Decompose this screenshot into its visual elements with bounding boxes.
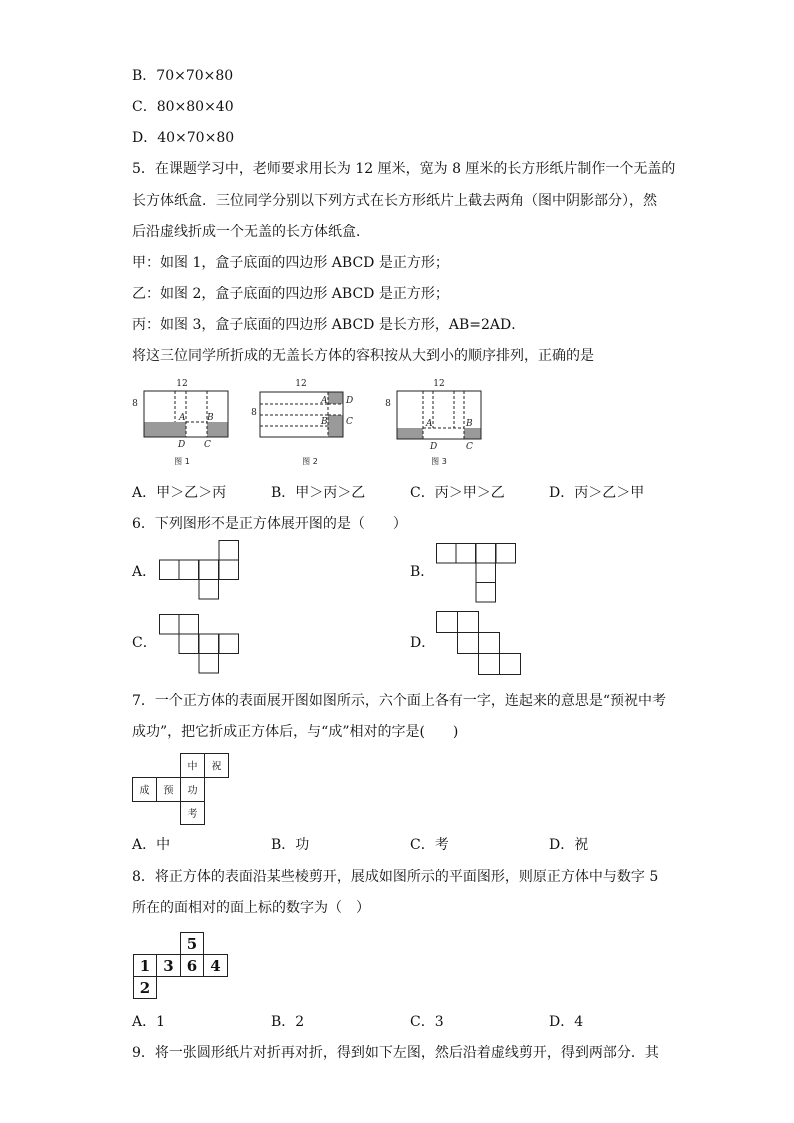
q7-char-cheng: 成 [139, 785, 150, 797]
q8-num-4: 4 [210, 957, 221, 975]
q8-num-6: 6 [186, 957, 198, 975]
q8-option-a: A．1 [132, 1014, 166, 1030]
q4-option-d: D．40×70×80 [132, 130, 235, 146]
fig1-width-label: 8 [132, 399, 138, 409]
q4-option-c: C．80×80×40 [132, 99, 234, 115]
fig3-label-d: D [430, 442, 438, 452]
fig2-label-c: C [346, 417, 353, 427]
fig1-label-a: A [179, 413, 186, 423]
q4-option-b: B．70×70×80 [132, 68, 234, 84]
q6-net-d [436, 611, 531, 676]
fig2-caption: 图 2 [302, 457, 318, 466]
fig1-shade-right [207, 422, 228, 437]
fig2-label-a: A [321, 396, 328, 406]
q7-stem-line2: 成功”，把它折成正方体后，与“成”相对的字是( ) [132, 724, 459, 740]
q7-char-gong: 功 [187, 785, 198, 797]
q5-figure-3 [382, 376, 492, 471]
fig2-label-d: D [346, 396, 354, 406]
q5-stem-line1: 5．在课题学习中，老师要求用长为 12 厘米，宽为 8 厘米的长方形纸片制作一个无盖的 [132, 161, 676, 177]
fig2-label-b: B [321, 417, 328, 427]
q5-yi: 乙：如图 2，盒子底面的四边形 ABCD 是正方形； [132, 286, 449, 302]
fig3-label-c: C [466, 442, 473, 452]
q8-num-1: 1 [139, 957, 151, 975]
q7-char-zhong: 中 [187, 761, 198, 773]
q7-option-c: C．考 [410, 837, 449, 853]
q8-num-2: 2 [139, 979, 151, 997]
q9-stem-line1: 9．将一张圆形纸片对折再对折，得到如下左图，然后沿着虚线剪开，得到两部分．其 [132, 1045, 659, 1061]
q7-char-kao: 考 [187, 809, 198, 820]
q5-figure-2 [248, 376, 368, 471]
q7-char-yu: 预 [163, 785, 174, 797]
q5-option-d: D．丙＞乙＞甲 [549, 485, 645, 501]
fig1-caption: 图 1 [174, 457, 190, 466]
q8-stem-line2: 所在的面相对的面上标的数字为（ ） [132, 900, 370, 916]
fig1-label-d: D [178, 440, 186, 450]
q6-label-a: A． [132, 564, 157, 580]
q7-char-zhu: 祝 [211, 761, 222, 773]
q7-option-d: D．祝 [549, 837, 589, 853]
q5-option-a: A．甲＞乙＞丙 [132, 485, 227, 501]
fig3-length-label: 12 [433, 379, 445, 389]
q5-question: 将这三位同学所折成的无盖长方体的容积按从大到小的顺序排列，正确的是 [132, 348, 594, 364]
q5-jia: 甲：如图 1，盒子底面的四边形 ABCD 是正方形； [132, 255, 449, 271]
q6-label-b: B． [410, 564, 435, 580]
q7-cube-net [132, 753, 232, 825]
fig2-shade-top [328, 392, 343, 404]
q8-num-3: 3 [163, 957, 174, 975]
q7-option-a: A．中 [132, 837, 171, 853]
q8-option-b: B．2 [271, 1014, 305, 1030]
fig2-width-label: 8 [251, 408, 257, 418]
fig2-shade-bottom [328, 415, 343, 437]
q6-label-c: C． [132, 635, 157, 651]
q5-stem-line2: 长方体纸盒．三位同学分别以下列方式在长方形纸片上截去两角（图中阴影部分），然 [132, 193, 657, 209]
q8-stem-line1: 8．将正方体的表面沿某些棱剪开，展成如图所示的平面图形，则原正方体中与数字 5 [132, 869, 659, 885]
q6-net-c [159, 614, 241, 674]
q5-bing: 丙：如图 3，盒子底面的四边形 ABCD 是长方形，AB=2AD． [132, 317, 526, 333]
fig1-length-label: 12 [176, 379, 188, 389]
q7-stem-line1: 7．一个正方体的表面展开图如图所示，六个面上各有一字，连起来的意思是“预祝中考 [132, 693, 667, 709]
fig3-shade-left [397, 428, 423, 439]
q8-cube-net [133, 932, 233, 1000]
q5-option-b: B．甲＞丙＞乙 [271, 485, 366, 501]
fig3-caption: 图 3 [431, 457, 447, 466]
q8-num-5: 5 [186, 935, 198, 953]
fig3-shade-right [464, 428, 481, 439]
fig3-label-a: A [426, 419, 433, 429]
fig3-width-label: 8 [385, 399, 391, 409]
fig1-label-b: B [207, 413, 214, 423]
q6-stem: 6．下列图形不是正方体展开图的是（ ） [132, 516, 407, 532]
q6-net-a [159, 540, 241, 600]
q8-option-c: C．3 [410, 1014, 444, 1030]
q5-figure-1 [130, 376, 240, 471]
q6-label-d: D． [410, 635, 436, 651]
q6-net-b [436, 543, 518, 603]
q7-option-b: B．功 [271, 837, 310, 853]
q8-option-d: D．4 [549, 1014, 584, 1030]
fig1-label-c: C [204, 440, 211, 450]
fig3-label-b: B [466, 419, 473, 429]
q5-stem-line3: 后沿虚线折成一个无盖的长方体纸盒． [132, 224, 370, 240]
fig2-length-label: 12 [295, 379, 307, 389]
q5-option-c: C．丙＞甲＞乙 [410, 485, 505, 501]
fig1-shade-left [144, 422, 186, 437]
